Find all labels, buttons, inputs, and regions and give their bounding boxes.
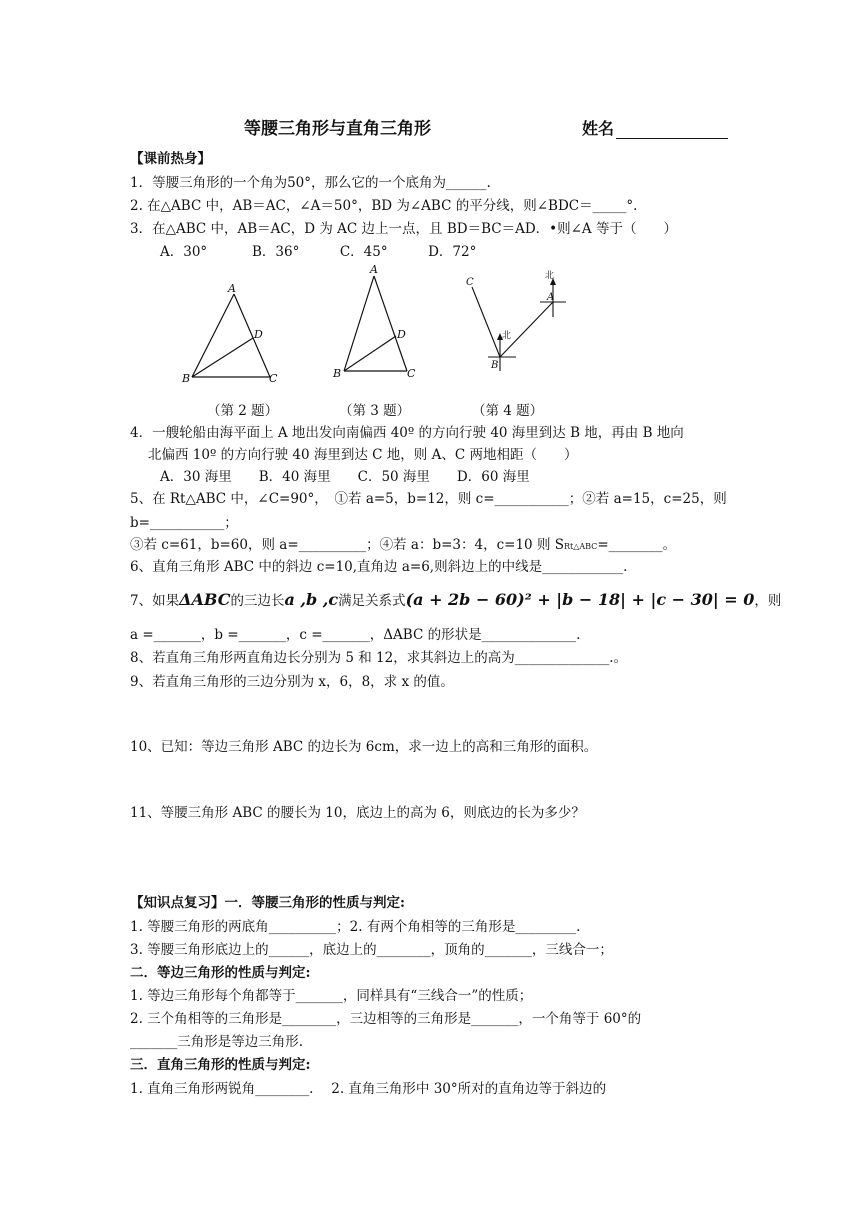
question-5-line-3	[130, 536, 676, 556]
q7-equation: (a + 2b − 60)² + |b − 18| + |c − 30| = 0	[405, 590, 755, 609]
name-field[interactable]	[582, 116, 728, 139]
q7-mid: 的三边长	[230, 593, 285, 609]
review-2: 3. 等腰三角形底边上的______，底边上的________，顶角的_______，三线合一；	[130, 942, 613, 958]
figure-q3	[328, 262, 423, 387]
caption-q3: （第 3 题）	[339, 403, 411, 419]
question-4-line-1: 4．一艘轮船由海平面上 A 地出发向南偏西 40º 的方向行驶 40 海里到达 B 地，再由 B 地向	[130, 425, 684, 441]
figure-q2	[178, 278, 288, 388]
q7-condition: 满足关系式	[338, 593, 406, 609]
question-1: 1．等腰三角形的一个角为50°，那么它的一个底角为______.	[130, 175, 491, 191]
question-3-options: A．30° B．36° C．45° D．72°	[160, 244, 477, 260]
q5-part-a: ③若 c=61，b=60，则 a=__________；④若 a：b=3：4，c=10 则 S	[130, 537, 564, 553]
q7-prefix: 7、如果	[130, 593, 180, 609]
q7-suffix: ，则	[754, 593, 782, 609]
north-label: 北	[502, 331, 512, 341]
label-d: D	[254, 328, 263, 341]
name-label: 姓名	[582, 119, 615, 138]
review-section-3: 三．直角三角形的性质与判定:	[130, 1057, 311, 1073]
question-8: 8、若直角三角形两直角边长分别为 5 和 12，求其斜边上的高为______________.。	[130, 650, 628, 666]
label-a: A	[370, 263, 378, 276]
question-9: 9、若直角三角形的三边分别为 x，6，8，求 x 的值。	[130, 674, 454, 690]
label-c: C	[407, 367, 416, 380]
question-6: 6、直角三角形 ABC 中的斜边 c=10,直角边 a=6,则斜边上的中线是____________.	[130, 559, 628, 575]
q7-vars: a ,b ,c	[284, 590, 339, 609]
label-b: B	[182, 372, 191, 385]
review-5: _______三角形是等边三角形.	[130, 1034, 304, 1050]
review-heading: 【知识点复习】一．等腰三角形的性质与判定:	[130, 895, 405, 911]
question-5-line-1: 5、在 Rt△ABC 中，∠C=90°， ①若 a=5，b=12，则 c=___________；②若 a=15，c=25，则	[130, 491, 727, 507]
question-4-options: A．30 海里 B．40 海里 C．50 海里 D．60 海里	[160, 469, 530, 485]
question-7-line-2: a =_______，b =_______，c =_______，ΔABC 的形状是______________.	[130, 627, 581, 643]
warmup-heading: 【课前热身】	[130, 151, 211, 167]
q5-subscript: Rt△ABC	[563, 542, 598, 551]
q7-triangle: ΔABC	[179, 590, 231, 609]
question-2: 2. 在△ABC 中，AB＝AC，∠A＝50°，BD 为∠ABC 的平分线，则∠BDC＝_____°.	[130, 198, 638, 214]
review-1: 1. 等腰三角形的两底角__________；2. 有两个角相等的三角形是_________.	[130, 919, 581, 935]
q5-part-b: =________。	[597, 537, 677, 553]
question-7-line-1	[130, 589, 781, 612]
label-b: B	[333, 367, 342, 380]
label-c: C	[269, 372, 278, 385]
label-d: D	[397, 328, 406, 341]
page-title: 等腰三角形与直角三角形	[244, 119, 431, 139]
question-11: 11、等腰三角形 ABC 的腰长为 10，底边上的高为 6，则底边的长为多少？	[130, 805, 585, 821]
label-a: A	[228, 282, 236, 295]
caption-q2: （第 2 题）	[207, 403, 279, 419]
review-section-2: 二．等边三角形的性质与判定:	[130, 965, 311, 981]
label-b: B	[491, 360, 499, 371]
review-4: 2. 三个角相等的三角形是________，三边相等的三角形是_______，一个角等于 60°的	[130, 1011, 642, 1027]
question-10: 10、已知：等边三角形 ABC 的边长为 6cm，求一边上的高和三角形的面积。	[130, 739, 598, 755]
name-blank[interactable]	[616, 122, 728, 139]
label-c: C	[466, 277, 474, 288]
question-5-line-2: b=___________；	[130, 515, 238, 531]
figure-q4	[458, 265, 578, 380]
caption-q4: （第 4 题）	[472, 403, 544, 419]
north-label: 北	[545, 271, 555, 281]
review-6: 1. 直角三角形两锐角________. 2. 直角三角形中 30°所对的直角边等于斜边的	[130, 1081, 607, 1097]
question-3: 3．在△ABC 中，AB＝AC，D 为 AC 边上一点，且 BD＝BC＝AD．•则∠A 等于（ ）	[130, 221, 677, 237]
review-3: 1. 等边三角形每个角都等于_______，同样具有“三线合一”的性质；	[130, 988, 533, 1004]
label-a: A	[547, 292, 555, 303]
question-4-line-2: 北偏西 10º 的方向行驶 40 海里到达 C 地，则 A、C 两地相距（ ）	[148, 447, 578, 463]
